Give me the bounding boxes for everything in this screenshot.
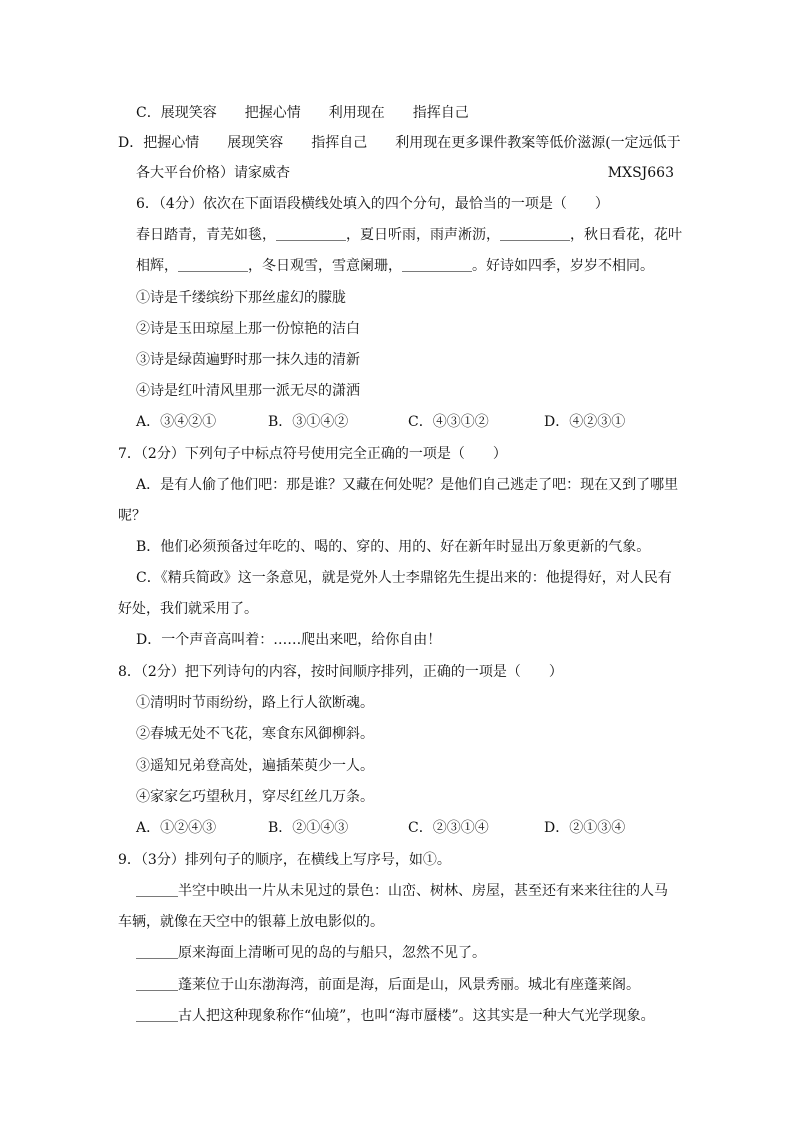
char: 台 <box>178 165 192 181</box>
q8-option-d: D．②①③④ <box>544 820 626 836</box>
q6-paragraph-line1: 春日踏青，青芜如毯，＿＿＿＿＿，夏日听雨，雨声淅沥，＿＿＿＿＿，秋日看花，花叶 <box>136 227 682 243</box>
q6-option-c: C．④③①② <box>408 414 489 430</box>
char: 大 <box>150 165 164 181</box>
q6-option-d: D．④②③① <box>544 414 626 430</box>
char: 家 <box>248 165 262 181</box>
q8-item-3: ③遥知兄弟登高处，遍插茱萸少一人。 <box>136 758 374 774</box>
q6-option-a: A．③④②① <box>136 414 217 430</box>
q6-item-1: ①诗是千缕缤纷下那丝虚幻的朦胧 <box>136 290 346 306</box>
q6-options <box>136 412 674 432</box>
q6-item-4: ④诗是红叶清风里那一派无尽的潇洒 <box>136 383 360 399</box>
q5-option-d: D．把握心情 展现笑容 指挥自己 利用现在更多课件教案等低价滋源(一定远低于 <box>118 135 681 151</box>
q8-item-1: ①清明时节雨纷纷，路上行人欲断魂。 <box>136 695 374 711</box>
char: 威 <box>262 165 276 181</box>
q9-sentence-2: ＿＿＿原来海面上清晰可见的岛的与船只，忽然不见了。 <box>136 945 486 961</box>
char: ） <box>220 165 234 181</box>
char: 请 <box>234 165 248 181</box>
q8-option-b: B．②①④③ <box>268 820 349 836</box>
char: 平 <box>164 165 178 181</box>
q7-stem: 7．（2分）下列句子中标点符号使用完全正确的一项是（ ） <box>118 446 507 462</box>
q7-option-c-line1: C．《精兵简政》这一条意见，就是党外人士李鼎铭先生提出来的：他提得好，对人民有 <box>136 570 672 586</box>
q5-option-c: C．展现笑容 把握心情 利用现在 指挥自己 <box>136 105 469 121</box>
q7-option-b: B．他们必须预备过年吃的、喝的、穿的、用的、好在新年时显出万象更新的气象。 <box>136 539 651 555</box>
q7-option-a-line1: A．是有人偷了他们吧：那是谁？又藏在何处呢？是他们自己逃走了吧：现在又到了哪里 <box>136 477 679 493</box>
q8-option-a: A．①②④③ <box>136 820 217 836</box>
watermark-code: MXSJ663 <box>607 165 674 181</box>
q8-stem: 8．（2分）把下列诗句的内容，按时间顺序排列，正确的一项是（ ） <box>118 664 563 680</box>
q6-option-b: B．③①④② <box>268 414 349 430</box>
q7-option-c-line2: 好处，我们就采用了。 <box>118 601 258 617</box>
char: 各 <box>136 165 150 181</box>
q6-paragraph-line2: 相辉，＿＿＿＿＿，冬日观雪，雪意阑珊，＿＿＿＿＿。好诗如四季，岁岁不相同。 <box>136 258 654 274</box>
q5-option-d-continued <box>136 163 674 183</box>
q8-option-c: C．②③①④ <box>408 820 489 836</box>
char: 价 <box>192 165 206 181</box>
q9-sentence-1-line2: 车辆，就像在天空中的银幕上放电影似的。 <box>118 914 384 930</box>
q7-option-a-line2: 呢？ <box>118 508 146 524</box>
char: 格 <box>206 165 220 181</box>
q9-sentence-3: ＿＿＿蓬莱位于山东渤海湾，前面是海，后面是山，风景秀丽。城北有座蓬莱阁。 <box>136 977 640 993</box>
q8-item-4: ④家家乞巧望秋月，穿尽红丝几万条。 <box>136 789 374 805</box>
q6-item-3: ③诗是绿茵遍野时那一抹久违的清新 <box>136 352 360 368</box>
char: 杏 <box>276 165 290 181</box>
q9-stem: 9．（3分）排列句子的顺序，在横线上写序号，如①。 <box>118 852 451 868</box>
q9-sentence-1-line1: ＿＿＿半空中映出一片从未见过的景色：山峦、树林、房屋，甚至还有来来往往的人马 <box>136 883 668 899</box>
q8-item-2: ②春城无处不飞花，寒食东风御柳斜。 <box>136 726 374 742</box>
q8-options <box>136 818 674 838</box>
q6-stem: 6．（4分）依次在下面语段横线处填入的四个分句，最恰当的一项是（ ） <box>136 196 609 212</box>
q6-item-2: ②诗是玉田琼屋上那一份惊艳的洁白 <box>136 321 360 337</box>
q9-sentence-4: ＿＿＿古人把这种现象称作“仙境”，也叫“海市蜃楼”。这其实是一种大气光学现象。 <box>136 1008 655 1024</box>
q7-option-d: D．一个声音高叫着：……爬出来吧，给你自由！ <box>136 632 442 648</box>
